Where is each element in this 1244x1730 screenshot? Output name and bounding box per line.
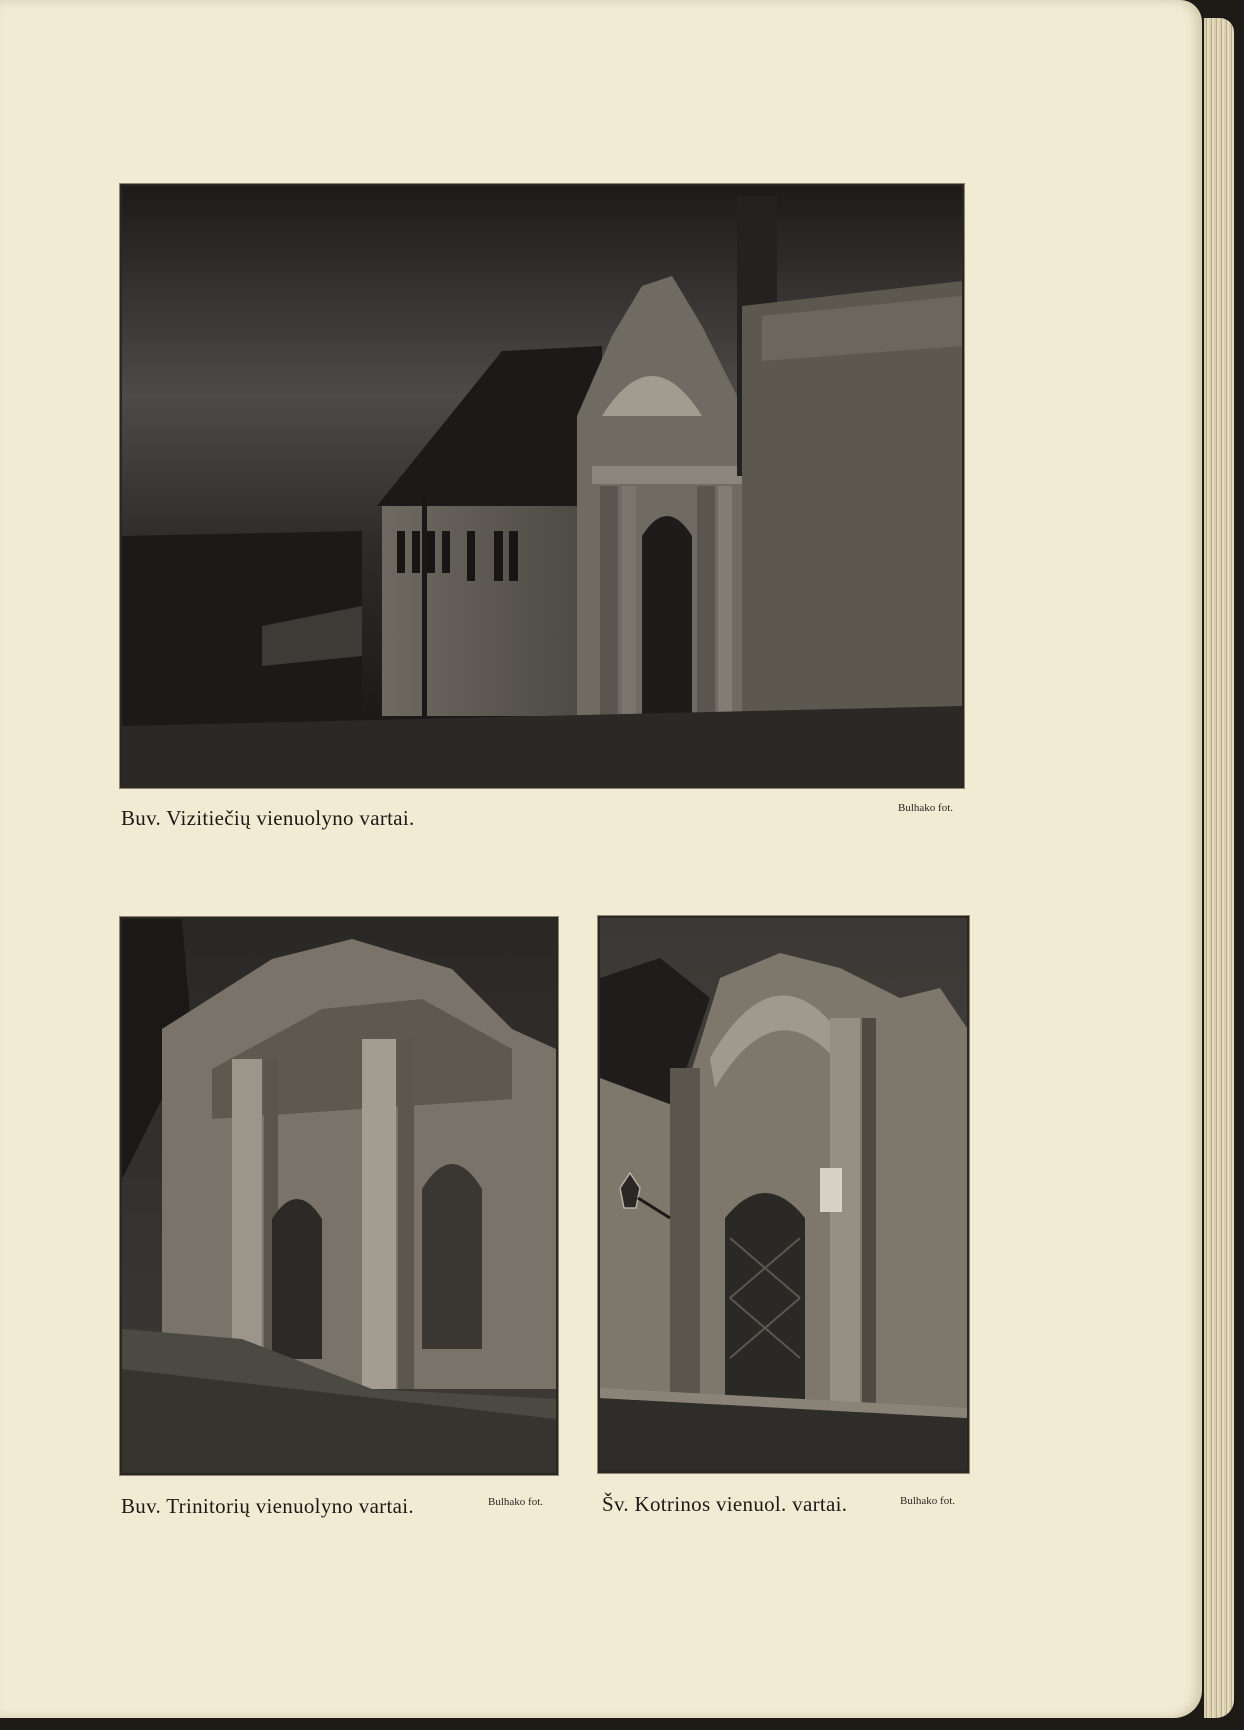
trinitarian-gate-image [122,919,556,1473]
photo-trinitarian-gate [120,917,558,1475]
photo-st-catherine-gate [598,916,969,1473]
st-catherine-gate-image [600,918,967,1471]
page-edges [1204,18,1234,1718]
credit-trinitarian: Bulhako fot. [488,1496,543,1508]
credit-st-catherine: Bulhako fot. [900,1495,955,1507]
credit-visitation: Bulhako fot. [898,802,953,814]
photo-visitation-gate [120,184,964,788]
caption-trinitarian: Buv. Trinitorių vienuolyno vartai. [121,1494,414,1518]
visitation-gate-image [122,186,962,786]
caption-st-catherine: Šv. Kotrinos vienuol. vartai. [602,1492,848,1516]
caption-visitation: Buv. Vizitiečių vienuolyno vartai. [121,806,415,830]
